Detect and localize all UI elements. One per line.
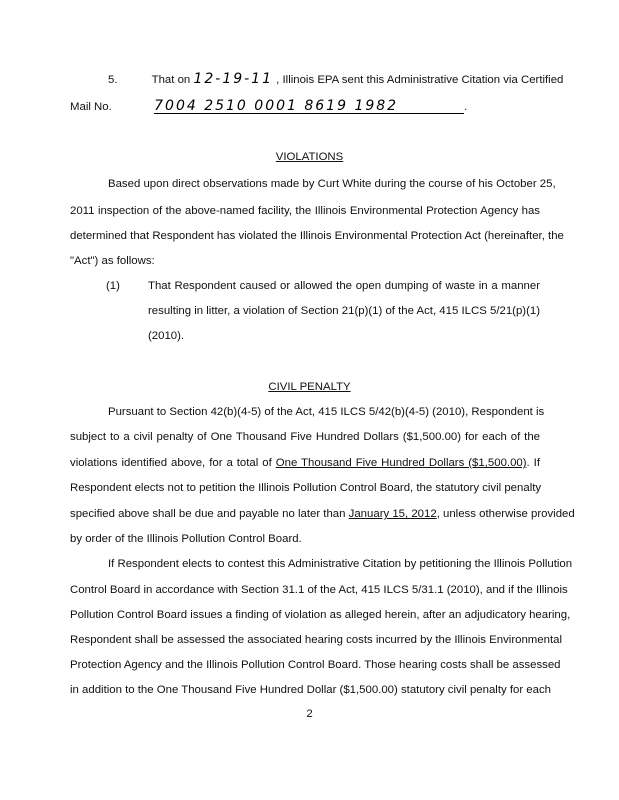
violations-line: "Act") as follows: (70, 255, 155, 267)
penalty-total-post: . If (526, 457, 540, 469)
violation-item-line: (2010). (148, 330, 185, 342)
penalty-para2-line: Respondent shall be assessed the associated hearing costs incurred by the Illinois Environmental (70, 634, 562, 646)
mail-number-period: . (464, 101, 468, 113)
penalty-line: Pursuant to Section 42(b)(4-5) of the Act, 415 ILCS 5/42(b)(4-5) (2010), Respondent is (108, 406, 545, 418)
para5-number: 5. (108, 74, 118, 86)
violations-line: 2011 inspection of the above-named facility, the Illinois Environmental Protection Agency has (70, 205, 540, 217)
para5-line2 (70, 99, 540, 114)
penalty-total-pre: violations identified above, for a total of (70, 457, 272, 469)
para5-pre: That on (151, 74, 191, 86)
penalty-line-due-date (70, 507, 575, 521)
penalty-line: by order of the Illinois Pollution Control Board. (70, 533, 302, 545)
due-date-pre: specified above shall be due and payable no later than (70, 508, 346, 520)
page-number: 2 (306, 708, 313, 720)
penalty-line-total (70, 456, 540, 470)
handwritten-mail-number: 7004 2510 0001 8619 1982 (154, 99, 464, 114)
penalty-line: subject to a civil penalty of One Thousand Five Hundred Dollars ($1,500.00) for each of the (70, 431, 540, 443)
violations-line: Based upon direct observations made by Curt White during the course of his October 25, (108, 178, 556, 190)
penalty-para2-line: in addition to the One Thousand Five Hundred Dollar ($1,500.00) statutory civil penalty for each (70, 684, 552, 696)
violation-item-number: (1) (106, 280, 120, 292)
penalty-line: Respondent elects not to petition the Illinois Pollution Control Board, the statutory civil penalty (70, 482, 542, 494)
penalty-para2-line: Protection Agency and the Illinois Pollution Control Board. Those hearing costs shall be assessed (70, 659, 561, 671)
para5-line1 (108, 71, 564, 87)
violations-heading: VIOLATIONS (275, 151, 344, 163)
mail-label: Mail No. (70, 101, 112, 113)
para5-post: , Illinois EPA sent this Administrative Citation via Certified (276, 74, 564, 86)
handwritten-date: 12-19-11 (193, 71, 273, 87)
penalty-para2-line: Control Board in accordance with Section 31.1 of the Act, 415 ILCS 5/31.1 (2010), and if the Illinois (70, 584, 568, 596)
due-date: January 15, 2012 (348, 508, 437, 520)
civil-penalty-heading: CIVIL PENALTY (268, 381, 351, 393)
violations-line: determined that Respondent has violated the Illinois Environmental Protection Act (hereinafter, the (70, 230, 564, 242)
violation-item-line: resulting in litter, a violation of Section 21(p)(1) of the Act, 415 ILCS 5/21(p)(1) (148, 305, 540, 317)
penalty-para2-line: If Respondent elects to contest this Administrative Citation by petitioning the Illinois Pollution (108, 558, 573, 570)
penalty-total-amount: One Thousand Five Hundred Dollars ($1,500.00) (275, 457, 527, 469)
penalty-para2-line: Pollution Control Board issues a finding of violation as alleged herein, after an adjudicatory hearing, (70, 609, 571, 621)
violation-item-line: That Respondent caused or allowed the open dumping of waste in a manner (148, 280, 540, 292)
due-date-post: , unless otherwise provided (436, 508, 575, 520)
